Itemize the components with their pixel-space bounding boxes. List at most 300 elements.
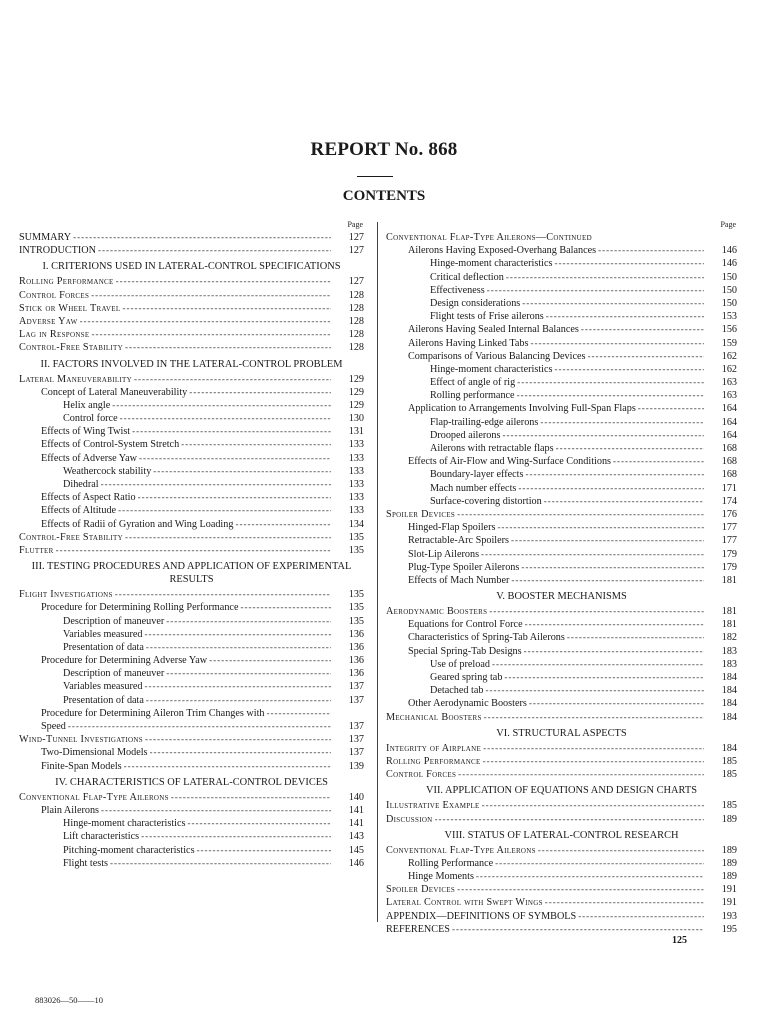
dot-leader <box>91 289 331 302</box>
toc-entry-page: 135 <box>348 589 364 601</box>
dot-leader <box>484 711 704 724</box>
toc-entry-page: 185 <box>721 800 737 812</box>
toc-entry-title: Control Forces <box>19 289 90 301</box>
toc-entry-title: Rolling performance <box>430 390 515 402</box>
toc-entry-title: Effects of Mach Number <box>408 574 510 586</box>
dot-leader <box>521 561 704 574</box>
toc-entry[interactable] <box>386 755 737 768</box>
toc-entry[interactable] <box>19 857 364 870</box>
toc-entry[interactable] <box>19 654 364 667</box>
toc-entry-page: 146 <box>721 258 737 270</box>
section-heading: II. FACTORS INVOLVED IN THE LATERAL-CONTROL PROBLEM <box>40 358 343 370</box>
toc-entry-title: Control force <box>63 413 118 425</box>
toc-entry[interactable] <box>19 531 364 544</box>
dot-leader <box>209 654 331 667</box>
dot-leader <box>197 844 331 857</box>
toc-entry[interactable] <box>386 561 737 574</box>
toc-entry-page: 128 <box>348 289 364 301</box>
toc-entry[interactable] <box>386 402 737 415</box>
toc-entry-title: Stick or Wheel Travel <box>19 302 121 314</box>
toc-entry-title: Hinge Moments <box>408 871 474 883</box>
toc-entry[interactable] <box>386 521 737 534</box>
toc-entry[interactable] <box>386 323 737 336</box>
toc-entry[interactable] <box>19 491 364 504</box>
toc-entry[interactable] <box>19 760 364 773</box>
toc-entry-title: Design considerations <box>430 297 521 309</box>
toc-entry[interactable] <box>19 830 364 843</box>
toc-entry[interactable] <box>19 667 364 680</box>
toc-entry[interactable] <box>19 399 364 412</box>
toc-entry[interactable] <box>386 271 737 284</box>
toc-entry-title: APPENDIX—DEFINITIONS OF SYMBOLS <box>386 910 577 922</box>
toc-entry-page: 140 <box>348 791 364 803</box>
toc-entry-page: 179 <box>721 548 737 560</box>
toc-entry-page: 133 <box>348 439 364 451</box>
toc-entry-page: 168 <box>721 443 737 454</box>
toc-entry-page: 127 <box>348 232 364 243</box>
toc-entry-title: Description of maneuver <box>63 615 165 627</box>
toc-entry-page: 133 <box>348 452 364 464</box>
toc-entry-page: 136 <box>348 641 364 653</box>
toc-entry-page: 162 <box>721 350 737 362</box>
toc-entry[interactable] <box>386 671 737 684</box>
dot-leader <box>145 733 331 746</box>
toc-entry[interactable] <box>386 645 737 658</box>
toc-entry[interactable] <box>386 605 737 618</box>
toc-entry-title: Conventional Flap-Type Ailerons <box>386 844 536 856</box>
toc-entry-page: 159 <box>721 337 737 349</box>
dot-leader <box>504 671 704 684</box>
toc-entry[interactable] <box>386 697 737 710</box>
toc-entry[interactable] <box>386 684 737 697</box>
dot-leader <box>98 244 331 257</box>
toc-entry-title: Procedure for Determining Aileron Trim Changes with <box>41 707 265 719</box>
toc-entry-page: 184 <box>721 685 737 697</box>
dot-leader <box>166 667 331 680</box>
dot-leader <box>139 452 331 465</box>
toc-entry-page: 141 <box>348 804 364 816</box>
section-heading: VII. APPLICATION OF EQUATIONS AND DESIGN CHARTS <box>426 785 697 797</box>
toc-entry[interactable] <box>19 707 364 720</box>
toc-entry[interactable] <box>386 310 737 323</box>
toc-entry-title: Illustrative Example <box>386 800 480 812</box>
dot-leader <box>110 857 331 870</box>
toc-entry-title: Spoiler Devices <box>386 884 456 896</box>
dot-leader <box>124 760 331 773</box>
toc-entry-page: 183 <box>721 658 737 670</box>
toc-entry-title: Hinge-moment characteristics <box>430 258 553 270</box>
toc-entry[interactable] <box>19 315 364 328</box>
toc-entry-title: Procedure for Determining Adverse Yaw <box>41 655 208 667</box>
toc-entry-page: 189 <box>721 857 737 869</box>
toc-entry-title: Description of maneuver <box>63 668 165 680</box>
toc-entry-page: 183 <box>721 645 737 657</box>
dot-leader <box>125 341 331 354</box>
toc-entry-page: 191 <box>721 897 737 909</box>
toc-entry[interactable] <box>386 574 737 587</box>
toc-entry[interactable] <box>19 791 364 804</box>
dot-leader <box>132 425 331 438</box>
toc-entry[interactable] <box>19 817 364 830</box>
toc-entry-title: Other Aerodynamic Boosters <box>408 698 527 710</box>
toc-entry-page: 133 <box>348 492 364 504</box>
toc-entry-page: 184 <box>721 698 737 710</box>
toc-entry[interactable] <box>386 416 737 429</box>
dot-leader <box>524 645 704 658</box>
toc-entry[interactable] <box>386 799 737 812</box>
dot-leader <box>122 302 331 315</box>
toc-entry-page: 129 <box>348 399 364 411</box>
column-divider <box>377 222 378 922</box>
report-title: REPORT No. 868 <box>310 139 458 160</box>
toc-entry[interactable] <box>19 244 364 257</box>
toc-entry-page: 184 <box>721 742 737 754</box>
toc-entry-page: 156 <box>721 324 737 336</box>
toc-entry-page: 163 <box>721 377 737 389</box>
toc-entry-title: Hinge-moment characteristics <box>63 818 186 830</box>
toc-entry-title: Weathercock stability <box>63 465 152 477</box>
toc-entry-page: 127 <box>348 245 364 257</box>
toc-entry-title: Spoiler Devices <box>386 508 456 520</box>
dot-leader <box>525 618 704 631</box>
toc-entry-title: Critical deflection <box>430 271 504 283</box>
page-column-label: Page <box>347 220 363 229</box>
toc-entry-title: Detached tab <box>430 685 484 697</box>
toc-entry[interactable] <box>19 518 364 531</box>
toc-entry-title: Effects of Altitude <box>41 505 117 517</box>
toc-entry-page: 189 <box>721 813 737 825</box>
toc-entry-page: 128 <box>348 329 364 341</box>
toc-entry[interactable] <box>386 429 737 442</box>
toc-entry[interactable] <box>386 350 737 363</box>
toc-entry-page: 137 <box>348 747 364 759</box>
toc-entry[interactable] <box>386 742 737 755</box>
section-heading: V. BOOSTER MECHANISMS <box>496 591 627 603</box>
toc-entry-title: SUMMARY <box>19 232 72 243</box>
toc-entry-page: 146 <box>348 857 364 869</box>
toc-entry-title: Conventional Flap-Type Ailerons <box>19 791 169 803</box>
toc-entry[interactable] <box>19 289 364 302</box>
dot-leader <box>452 923 704 936</box>
toc-entry-title: Mach number effects <box>430 482 517 494</box>
dot-leader <box>91 328 331 341</box>
toc-entry[interactable] <box>386 896 737 909</box>
toc-entry[interactable] <box>386 257 737 270</box>
toc-entry-title: Procedure for Determining Rolling Performance <box>41 602 239 614</box>
toc-entry-page: 133 <box>348 505 364 517</box>
toc-entry[interactable] <box>386 244 737 257</box>
dot-leader <box>598 244 704 257</box>
dot-leader <box>502 429 704 442</box>
toc-entry-title: Effects of Adverse Yaw <box>41 452 138 464</box>
toc-entry-page: 181 <box>721 574 737 586</box>
toc-entry-page: 171 <box>721 482 737 494</box>
toc-entry-page: 181 <box>721 606 737 618</box>
toc-entry[interactable] <box>386 658 737 671</box>
toc-entry-title: Mechanical Boosters <box>386 711 482 723</box>
dot-leader <box>522 297 704 310</box>
title-rule <box>357 176 393 177</box>
dot-leader <box>80 315 331 328</box>
toc-entry-title: Boundary-layer effects <box>430 469 524 481</box>
toc-entry[interactable] <box>19 478 364 491</box>
toc-entry-title: Wind-Tunnel Investigations <box>19 734 143 746</box>
toc-entry-title: Hinged-Flap Spoilers <box>408 522 496 534</box>
toc-entry[interactable] <box>386 363 737 376</box>
toc-entry-page: 133 <box>348 465 364 477</box>
toc-entry[interactable] <box>19 386 364 399</box>
print-code: 883026—50——10 <box>35 995 103 1005</box>
toc-entry[interactable] <box>19 544 364 557</box>
toc-entry-page: 164 <box>721 429 737 441</box>
toc-entry-title: Retractable-Arc Spoilers <box>408 535 509 547</box>
toc-entry-title: Slot-Lip Ailerons <box>408 548 480 560</box>
toc-entry-title: REFERENCES <box>386 923 450 935</box>
toc-entry[interactable] <box>386 455 737 468</box>
toc-entry-title: Helix angle <box>63 399 111 411</box>
toc-entry-page: 136 <box>348 655 364 667</box>
toc-entry-title: Aerodynamic Boosters <box>386 606 488 618</box>
toc-entry-page: 135 <box>348 531 364 543</box>
dot-leader <box>544 495 704 508</box>
toc-entry-title: Effects of Wing Twist <box>41 426 131 438</box>
toc-entry[interactable] <box>386 297 737 310</box>
toc-entry[interactable] <box>386 231 737 244</box>
toc-entry-title: Adverse Yaw <box>19 315 78 327</box>
toc-entry-title: Concept of Lateral Maneuverability <box>41 386 188 398</box>
toc-entry-title: Use of preload <box>430 658 490 670</box>
dot-leader <box>146 694 331 707</box>
toc-entry[interactable] <box>19 465 364 478</box>
toc-entry[interactable] <box>386 337 737 350</box>
toc-entry[interactable] <box>386 376 737 389</box>
toc-entry[interactable] <box>386 508 737 521</box>
toc-entry[interactable] <box>386 768 737 781</box>
toc-entry-title: Conventional Flap-Type Ailerons—Continued <box>386 232 592 243</box>
toc-entry-title: Variables measured <box>63 681 143 693</box>
toc-entry[interactable] <box>19 733 364 746</box>
toc-entry-page: 135 <box>348 602 364 614</box>
toc-entry[interactable] <box>19 641 364 654</box>
toc-entry-title: Application to Arrangements Involving Full-Span Flaps <box>408 403 636 415</box>
toc-entry-title: Dihedral <box>63 479 99 490</box>
toc-entry-page: 129 <box>348 386 364 398</box>
dot-leader <box>506 271 704 284</box>
toc-entry-page: 153 <box>721 311 737 323</box>
toc-entry[interactable] <box>386 495 737 508</box>
toc-entry-page: 193 <box>721 910 737 922</box>
toc-entry-page: 182 <box>721 632 737 644</box>
toc-entry[interactable] <box>19 504 364 517</box>
toc-entry-page: 135 <box>348 615 364 627</box>
toc-entry-title: Finite-Span Models <box>41 760 122 772</box>
toc-entry-page: 137 <box>348 694 364 706</box>
toc-entry[interactable] <box>19 588 364 601</box>
toc-entry-page: 137 <box>348 681 364 693</box>
toc-entry[interactable] <box>386 857 737 870</box>
toc-entry[interactable] <box>386 618 737 631</box>
contents-heading: CONTENTS <box>342 188 426 204</box>
dot-leader <box>588 350 705 363</box>
dot-leader <box>495 857 704 870</box>
toc-entry[interactable] <box>386 844 737 857</box>
toc-entry-page: 139 <box>348 760 364 772</box>
toc-entry[interactable] <box>19 425 364 438</box>
dot-leader <box>567 631 704 644</box>
page-number: 125 <box>672 935 687 946</box>
dot-leader <box>73 231 331 244</box>
dot-leader <box>540 416 704 429</box>
toc-entry[interactable] <box>386 534 737 547</box>
toc-entry[interactable] <box>386 284 737 297</box>
toc-entry-page: 129 <box>348 373 364 385</box>
toc-entry-title: Flight tests of Frise ailerons <box>430 311 544 323</box>
toc-entry-page: 150 <box>721 284 737 296</box>
toc-entry[interactable] <box>19 720 364 733</box>
toc-entry-title: Characteristics of Spring-Tab Ailerons <box>408 632 565 644</box>
toc-entry-title: Control-Free Stability <box>19 531 123 543</box>
toc-entry-page: 143 <box>348 831 364 843</box>
toc-entry[interactable] <box>19 302 364 315</box>
toc-entry-page: 137 <box>348 721 364 732</box>
dot-leader <box>118 504 331 517</box>
dot-leader <box>171 791 331 804</box>
toc-entry-title: Lift characteristics <box>63 831 140 843</box>
toc-entry-title: Ailerons Having Sealed Internal Balances <box>408 324 579 336</box>
toc-entry[interactable] <box>19 615 364 628</box>
toc-entry-title: Plain Ailerons <box>41 804 100 816</box>
dot-leader <box>492 658 704 671</box>
page-column-label: Page <box>720 220 736 229</box>
dot-leader <box>483 755 704 768</box>
toc-entry[interactable] <box>19 231 364 244</box>
toc-entry-page: 135 <box>348 544 364 556</box>
toc-entry-title: Ailerons Having Exposed-Overhang Balances <box>408 245 597 257</box>
toc-entry-page: 150 <box>721 271 737 283</box>
dot-leader <box>518 482 704 495</box>
toc-entry[interactable] <box>19 680 364 693</box>
toc-entry[interactable] <box>386 631 737 644</box>
toc-entry-page: 136 <box>348 668 364 680</box>
toc-entry-page: 195 <box>721 923 737 935</box>
toc-entry[interactable] <box>19 438 364 451</box>
dot-leader <box>120 412 331 425</box>
toc-entry[interactable] <box>386 482 737 495</box>
toc-entry[interactable] <box>19 373 364 386</box>
toc-entry-page: 145 <box>348 844 364 856</box>
toc-entry-page: 150 <box>721 297 737 309</box>
dot-leader <box>554 257 704 270</box>
toc-entry-title: Hinge-moment characteristics <box>430 363 553 375</box>
dot-leader <box>545 896 704 909</box>
toc-entry-title: Flight Investigations <box>19 589 113 601</box>
toc-entry[interactable] <box>386 442 737 455</box>
toc-entry[interactable] <box>19 275 364 288</box>
toc-entry[interactable] <box>19 628 364 641</box>
toc-entry-title: Flight tests <box>63 857 109 869</box>
dot-leader <box>578 910 704 923</box>
dot-leader <box>116 275 331 288</box>
toc-entry-title: Effects of Control-System Stretch <box>41 439 180 451</box>
toc-entry[interactable] <box>386 548 737 561</box>
toc-entry-page: 184 <box>721 672 737 683</box>
toc-entry-title: Geared spring tab <box>430 672 503 683</box>
dot-leader <box>525 468 704 481</box>
toc-entry[interactable] <box>386 870 737 883</box>
toc-entry[interactable] <box>19 601 364 614</box>
toc-entry[interactable] <box>386 711 737 724</box>
toc-entry-page: 179 <box>721 561 737 573</box>
toc-entry-page: 164 <box>721 403 737 415</box>
toc-entry[interactable] <box>19 746 364 759</box>
toc-entry-page: 137 <box>348 734 364 746</box>
toc-entry[interactable] <box>386 813 737 826</box>
dot-leader <box>134 373 331 386</box>
toc-entry-title: Integrity of Airplane <box>386 742 482 754</box>
dot-leader <box>153 465 331 478</box>
toc-left-column <box>19 220 364 870</box>
dot-leader <box>517 389 704 402</box>
dot-leader <box>458 768 704 781</box>
toc-entry[interactable] <box>19 804 364 817</box>
toc-entry-page: 176 <box>721 508 737 520</box>
dot-leader <box>457 883 704 896</box>
toc-entry-title: Effects of Air-Flow and Wing-Surface Conditions <box>408 456 612 468</box>
toc-entry[interactable] <box>19 844 364 857</box>
toc-entry-title: Variables measured <box>63 628 143 640</box>
toc-entry-page: 181 <box>721 619 737 631</box>
toc-entry-title: INTRODUCTION <box>19 245 96 257</box>
dot-leader <box>125 531 331 544</box>
dot-leader <box>150 746 331 759</box>
toc-entry-title: Effects of Aspect Ratio <box>41 492 136 504</box>
toc-entry[interactable] <box>19 341 364 354</box>
toc-entry[interactable] <box>386 910 737 923</box>
toc-entry[interactable] <box>386 883 737 896</box>
toc-entry-page: 141 <box>348 818 364 830</box>
toc-entry[interactable] <box>19 328 364 341</box>
toc-entry-page: 189 <box>721 871 737 883</box>
section-heading: IV. CHARACTERISTICS OF LATERAL-CONTROL DEVICES <box>55 776 328 788</box>
toc-entry[interactable] <box>19 412 364 425</box>
toc-entry-page: 130 <box>348 413 364 425</box>
dot-leader <box>497 521 704 534</box>
dot-leader <box>482 799 704 812</box>
toc-entry[interactable] <box>19 452 364 465</box>
toc-entry-page: 162 <box>721 363 737 375</box>
dot-leader <box>613 455 704 468</box>
dot-leader <box>235 518 331 531</box>
dot-leader <box>267 707 331 720</box>
section-heading: I. CRITERIONS USED IN LATERAL-CONTROL SPECIFICATIONS <box>42 261 341 273</box>
section-heading: III. TESTING PROCEDURES AND APPLICATION OF EXPERIMENTAL RESULTS <box>31 561 352 586</box>
dot-leader <box>538 844 704 857</box>
dot-leader <box>511 574 704 587</box>
toc-entry-page: 146 <box>721 245 737 257</box>
toc-entry-title: Effect of angle of rig <box>430 377 516 389</box>
dot-leader <box>530 337 704 350</box>
toc-entry-title: Rolling Performance <box>19 276 114 288</box>
toc-entry[interactable] <box>386 389 737 402</box>
toc-entry[interactable] <box>386 468 737 481</box>
toc-entry-title: Control Forces <box>386 769 457 781</box>
toc-entry-title: Discussion <box>386 813 433 825</box>
toc-entry[interactable] <box>19 694 364 707</box>
dot-leader <box>546 310 704 323</box>
dot-leader <box>68 720 331 733</box>
dot-leader <box>511 534 704 547</box>
toc-entry-title: Flutter <box>19 544 54 556</box>
